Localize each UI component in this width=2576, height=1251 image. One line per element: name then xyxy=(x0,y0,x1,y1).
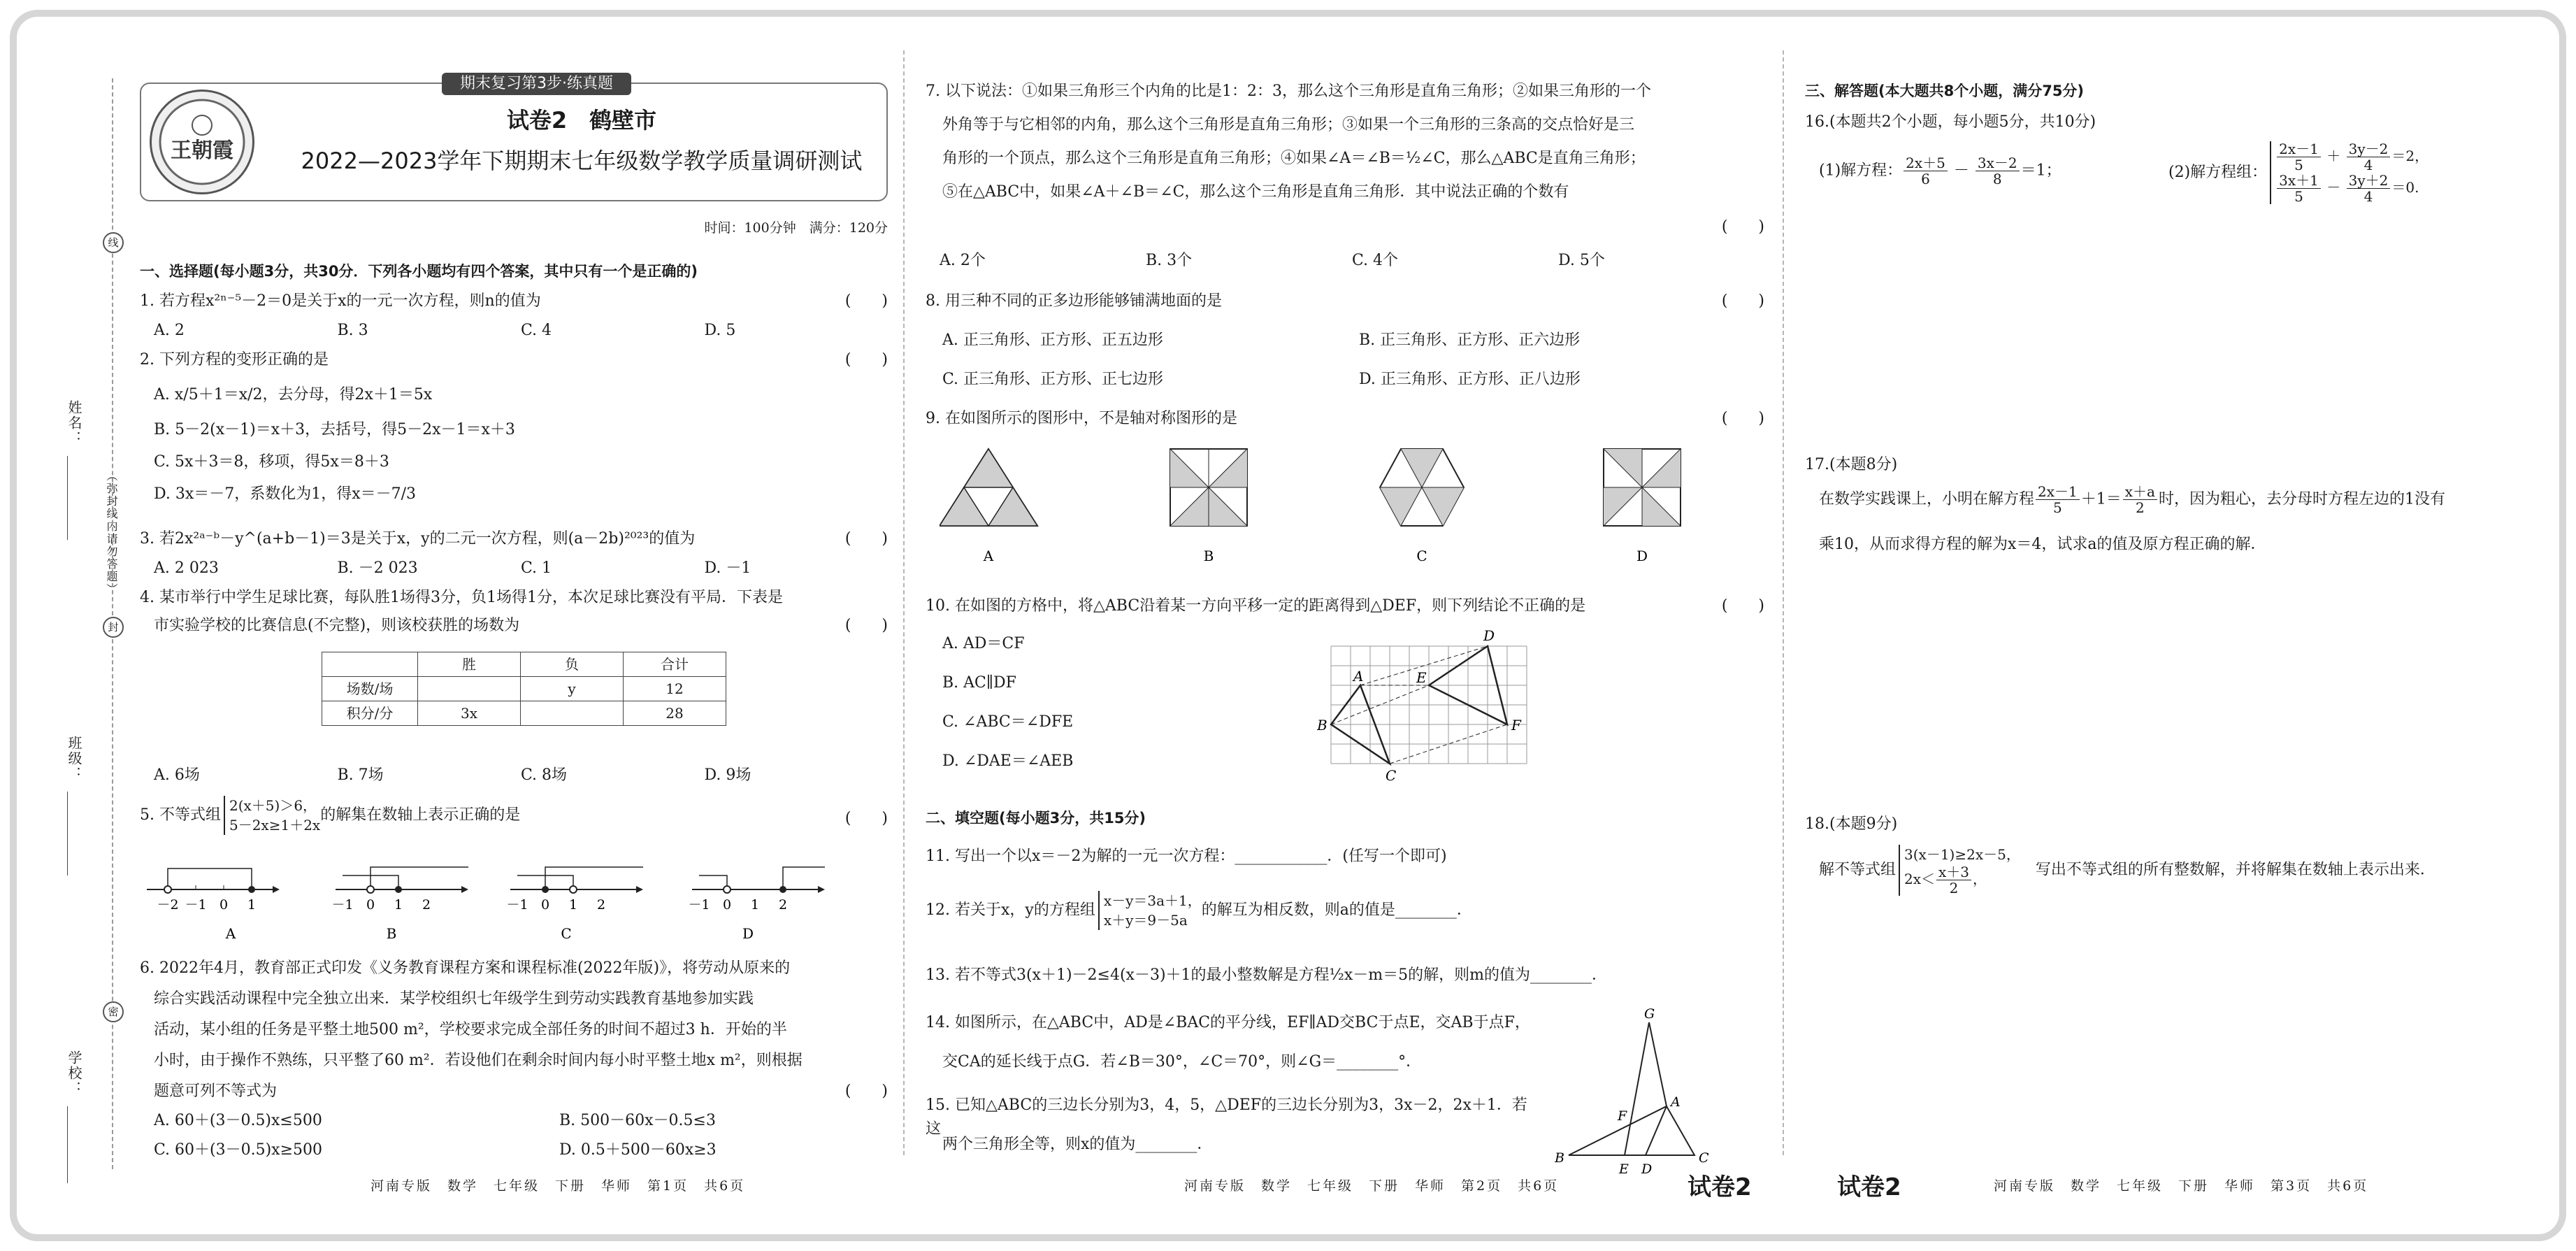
answer-paren: ( ) xyxy=(1721,218,1764,236)
seal-mark-mi: 密 xyxy=(103,1001,124,1022)
q15-line2: 两个三角形全等，则x的值为________． xyxy=(942,1136,1213,1153)
question-1 xyxy=(140,289,888,313)
exam-subtitle: 2022—2023学年下期期末七年级数学教学质量调研测试 xyxy=(301,148,863,174)
answer-paren: ( ) xyxy=(844,617,888,634)
svg-text:2: 2 xyxy=(422,897,431,913)
q18-inequality-system: 3(x－1)≥2x－5， 2x＜ $\frac{x+3}{2}$ ， xyxy=(1899,845,2020,896)
class-field-label: 班级： xyxy=(66,736,82,782)
q12-sys-line1: x－y＝3a＋1， xyxy=(1103,892,1202,909)
q14-line1: 14. 如图所示，在△ABC中，AD是∠BAC的平分线，EF∥AD交BC于点E，交AB于点F， xyxy=(926,1014,1530,1031)
svg-text:D: D xyxy=(1641,1161,1653,1177)
q10-option: D. ∠DAE＝∠AEB xyxy=(942,752,1074,770)
section3-heading: 三、解答题(本大题共8个小题，满分75分) xyxy=(1805,83,2085,99)
question-17 xyxy=(1819,484,2553,515)
logo-emblem-icon xyxy=(152,92,252,192)
answer-paren: ( ) xyxy=(844,530,888,548)
fraction: $\frac{2x+5}{6}$ xyxy=(1904,155,1948,187)
footer-paper-label: 试卷2 xyxy=(1837,1173,1901,1201)
exam-header-box xyxy=(140,75,888,201)
figure-a-triangle xyxy=(940,449,1037,564)
q10-option: C. ∠ABC＝∠DFE xyxy=(942,713,1074,731)
q5-inequality-system xyxy=(224,796,320,835)
q7-line: 外角等于与它相邻的内角，那么这个三角形是直角三角形；③如果一个三角形的三条高的交点恰好是三 xyxy=(942,116,1635,134)
svg-text:F: F xyxy=(1618,1108,1627,1124)
q5-sys-line2: 5－2x≥1＋2x xyxy=(229,817,321,834)
svg-text:2: 2 xyxy=(596,897,606,913)
q7-option: D. 5个 xyxy=(1558,252,1605,269)
svg-text:B: B xyxy=(1203,548,1214,564)
q5-number-lines xyxy=(140,855,888,945)
q5-stem-b: 的解集在数轴上表示正确的是 xyxy=(320,806,521,824)
svg-text:C: C xyxy=(1699,1150,1709,1166)
q3-option: D. －1 xyxy=(704,559,751,577)
q7-line: 7. 以下说法：①如果三角形三个内角的比是1：2：3，那么这个三角形是直角三角形；②如果三角形的一个 xyxy=(926,83,1651,100)
q2-stem: 2. 下列方程的变形正确的是 xyxy=(140,351,329,369)
answer-paren: ( ) xyxy=(844,1082,888,1100)
svg-text:1: 1 xyxy=(394,897,403,913)
svg-text:－1: －1 xyxy=(506,897,528,913)
svg-text:B: B xyxy=(1555,1150,1564,1166)
logo-text: 王朝霞 xyxy=(171,138,233,163)
q10-option: A. AD＝CF xyxy=(942,635,1025,652)
table-row xyxy=(322,652,726,677)
q17-intro: 17.(本题8分) xyxy=(1805,456,1898,473)
svg-text:E: E xyxy=(1619,1161,1629,1177)
column-divider xyxy=(1783,50,1784,1155)
question-10 xyxy=(926,594,1764,618)
exam-title: 试卷2 鹤壁市 xyxy=(506,107,657,134)
table-cell xyxy=(418,677,521,701)
svg-text:－2: －2 xyxy=(157,897,179,913)
q14-triangle-figure xyxy=(1555,1008,1736,1183)
q4-option: B. 7场 xyxy=(337,766,384,784)
q7-line: ⑤在△ABC中，如果∠A＋∠B＝∠C，那么这个三角形是直角三角形．其中说法正确的个数有 xyxy=(942,183,1569,201)
svg-text:D: D xyxy=(1483,627,1495,644)
q8-stem: 8. 用三种不同的正多边形能够铺满地面的是 xyxy=(926,292,1222,310)
q7-option: B. 3个 xyxy=(1146,252,1193,269)
q10-option: B. AC∥DF xyxy=(942,674,1016,692)
q16-2-equation-system: $\frac{2x-1}{5}$ ＋ $\frac{3y-2}{4}$ ＝2， $\frac{3x+1}{5}$ － $\frac{3y+2}{4}$ ＝0. xyxy=(2270,141,2429,204)
column-divider xyxy=(903,50,905,1155)
answer-paren: ( ) xyxy=(1721,410,1764,427)
svg-text:－1: －1 xyxy=(185,897,207,913)
answer-paren: ( ) xyxy=(1721,292,1764,310)
svg-text:－1: －1 xyxy=(688,897,710,913)
seal-mark-xian: 线 xyxy=(103,232,124,253)
q16-intro: 16.(本题共2个小题，每小题5分，共10分) xyxy=(1805,113,2096,131)
q12-stem-b: 的解互为相反数，则a的值是________． xyxy=(1201,901,1472,919)
q4-option: D. 9场 xyxy=(704,766,751,784)
question-12 xyxy=(926,891,1764,930)
fraction: $\frac{x+3}{2}$ xyxy=(1936,864,1971,896)
svg-text:A: A xyxy=(983,548,994,564)
svg-text:C: C xyxy=(561,925,572,942)
number-line-c xyxy=(506,867,643,942)
q3-option: A. 2 023 xyxy=(154,559,219,577)
q10-grid-figure xyxy=(1317,625,1548,793)
q18-text: 写出不等式组的所有整数解，并将解集在数轴上表示出来． xyxy=(2035,861,2435,879)
q17-line2: 乘10，从而求得方程的解为x＝4，试求a的值及原方程正确的解． xyxy=(1819,536,2266,553)
exam-meta: 时间：100分钟 满分：120分 xyxy=(704,220,888,236)
table-header-cell: 负 xyxy=(521,652,624,677)
q2-option: B. 5－2(x－1)＝x＋3，去括号，得5－2x－1＝x＋3 xyxy=(154,421,515,438)
q18-intro: 18.(本题9分) xyxy=(1805,815,1898,833)
footer-page-1: 河南专版 数学 七年级 下册 华师 第1页 共6页 xyxy=(370,1178,746,1194)
q12-sys-line2: x＋y＝9－5a xyxy=(1103,912,1188,929)
seal-warning: （弥封线内请勿答题） xyxy=(105,470,118,596)
number-line-a xyxy=(147,868,280,942)
q7-line: 角形的一个顶点，那么这个三角形是直角三角形；④如果∠A＝∠B＝½∠C，那么△ABC是直角三角形； xyxy=(942,150,1646,167)
q17-text: 时，因为粗心，去分母时方程左边的1没有 xyxy=(2158,490,2445,508)
question-16-1: (1)解方程： $\frac{2x+5}{6}$ － $\frac{3x-2}{8}$ ＝1； xyxy=(1819,155,2061,187)
number-line-d xyxy=(688,867,825,942)
svg-text:A: A xyxy=(225,925,236,942)
question-16-2 xyxy=(2168,141,2532,204)
q6-option: C. 60＋(3－0.5)x≥500 xyxy=(154,1141,323,1159)
school-blank-line xyxy=(67,1106,68,1183)
table-cell: 12 xyxy=(624,677,726,701)
footer-paper-label: 试卷2 xyxy=(1688,1173,1752,1201)
page-content xyxy=(36,36,2540,1215)
answer-paren: ( ) xyxy=(844,810,888,827)
q7-option: C. 4个 xyxy=(1352,252,1399,269)
svg-text:2: 2 xyxy=(778,897,788,913)
answer-paren: ( ) xyxy=(844,351,888,369)
fraction: $\frac{3y+2}{4}$ xyxy=(2347,173,2391,204)
svg-text:F: F xyxy=(1511,717,1521,734)
fraction: $\frac{3y-2}{4}$ xyxy=(2347,141,2391,173)
q4-stem-line2: 市实验学校的比赛信息(不完整)，则该校获胜的场数为 xyxy=(154,617,520,634)
brand-logo xyxy=(150,90,254,194)
table-header-cell xyxy=(322,652,418,677)
q7-option: A. 2个 xyxy=(940,252,986,269)
name-blank-line xyxy=(67,456,68,540)
q18-sys-line1: 3(x－1)≥2x－5， xyxy=(1904,846,2020,863)
figure-c-hexagon xyxy=(1380,449,1464,564)
svg-text:0: 0 xyxy=(540,897,550,913)
table-cell: 28 xyxy=(624,701,726,726)
svg-text:A: A xyxy=(1353,668,1364,685)
q9-stem: 9. 在如图所示的图形中，不是轴对称图形的是 xyxy=(926,410,1237,427)
table-row xyxy=(322,677,726,701)
figure-d-square xyxy=(1604,449,1681,564)
q17-text: 在数学实践课上，小明在解方程 xyxy=(1819,490,2035,508)
answer-paren: ( ) xyxy=(844,292,888,310)
section1-heading: 一、选择题(每小题3分，共30分．下列各小题均有四个答案，其中只有一个是正确的) xyxy=(140,263,698,280)
question-2 xyxy=(140,348,888,372)
svg-text:G: G xyxy=(1644,1008,1655,1022)
svg-text:C: C xyxy=(1386,767,1397,784)
q16-1-rhs: ＝1； xyxy=(2020,162,2061,180)
q6-line: 综合实践活动课程中完全独立出来．某学校组织七年级学生到劳动实践教育基地参加实践 xyxy=(154,990,754,1008)
q10-stem: 10. 在如图的方格中，将△ABC沿着某一方向平移一定的距离得到△DEF，则下列结论不正确的是 xyxy=(926,597,1586,615)
q3-options xyxy=(154,557,888,580)
q4-score-table xyxy=(322,652,726,726)
table-cell: 3x xyxy=(418,701,521,726)
q1-options xyxy=(154,319,888,343)
q18-sys-line2: 2x＜ xyxy=(1904,871,1936,887)
q1-option: D. 5 xyxy=(704,322,736,339)
svg-text:－1: －1 xyxy=(331,897,354,913)
q9-figures xyxy=(940,442,1750,582)
table-header-cell: 胜 xyxy=(418,652,521,677)
svg-text:E: E xyxy=(1416,669,1427,686)
fraction: $\frac{x+a}{2}$ xyxy=(2123,484,2157,515)
svg-text:1: 1 xyxy=(750,897,760,913)
svg-text:D: D xyxy=(1636,548,1648,564)
q6-line: 活动，某小组的任务是平整土地500 m²，学校要求完成全部任务的时间不超过3 h．开始的半 xyxy=(154,1021,787,1038)
svg-text:0: 0 xyxy=(722,897,732,913)
table-cell xyxy=(521,701,624,726)
q1-option: C. 4 xyxy=(521,322,552,339)
table-cell: y xyxy=(521,677,624,701)
question-18 xyxy=(1819,845,2553,896)
table-row xyxy=(322,701,726,726)
class-blank-line xyxy=(67,792,68,875)
q8-option: B. 正三角形、正方形、正六边形 xyxy=(1359,331,1581,349)
q18-text: 解不等式组 xyxy=(1819,861,1897,879)
school-field-label: 学校： xyxy=(66,1050,82,1096)
q14-line2: 交CA的延长线于点G．若∠B＝30°，∠C＝70°，则∠G＝________°． xyxy=(942,1053,1422,1071)
q1-option: A. 2 xyxy=(154,322,185,339)
q5-sys-line1: 2(x＋5)＞6， xyxy=(229,797,317,814)
question-6 xyxy=(154,1080,902,1103)
q3-option: B. －2 023 xyxy=(337,559,418,577)
q2-option: D. 3x＝－7，系数化为1，得x＝－7/3 xyxy=(154,485,417,503)
q4-option: C. 8场 xyxy=(521,766,568,784)
q6-line: 题意可列不等式为 xyxy=(154,1082,278,1100)
svg-text:C: C xyxy=(1416,548,1427,564)
svg-text:0: 0 xyxy=(219,897,229,913)
name-field-label: 姓名： xyxy=(66,400,82,446)
answer-paren: ( ) xyxy=(1721,597,1764,615)
q12-equation-system xyxy=(1098,891,1202,930)
svg-text:D: D xyxy=(742,925,754,942)
q8-option: D. 正三角形、正方形、正八边形 xyxy=(1359,371,1581,388)
q6-option: B. 500－60x－0.5≤3 xyxy=(559,1112,716,1129)
q7-options xyxy=(940,249,1764,273)
seal-mark-feng: 封 xyxy=(103,617,124,638)
question-3 xyxy=(140,527,888,551)
q6-line: 6. 2022年4月，教育部正式印发《义务教育课程方案和课程标准(2022年版)》，将劳动从原来的 xyxy=(140,959,791,977)
q8-option: C. 正三角形、正方形、正七边形 xyxy=(942,371,1164,388)
svg-text:0: 0 xyxy=(366,897,375,913)
q4-options xyxy=(154,764,888,787)
question-8 xyxy=(926,289,1764,313)
fraction: $\frac{3x-2}{8}$ xyxy=(1976,155,2020,187)
section2-heading: 二、填空题(每小题3分，共15分) xyxy=(926,810,1146,827)
q1-stem: 1. 若方程x²ⁿ⁻⁵－2＝0是关于x的一元一次方程，则n的值为 xyxy=(140,292,541,310)
q8-option: A. 正三角形、正方形、正五边形 xyxy=(942,331,1163,349)
q3-option: C. 1 xyxy=(521,559,552,577)
q1-option: B. 3 xyxy=(337,322,368,339)
table-header-cell: 合计 xyxy=(624,652,726,677)
q4-stem-line1: 4. 某市举行中学生足球比赛，每队胜1场得3分，负1场得1分，本次足球比赛没有平局．下表是 xyxy=(140,589,783,606)
header-banner: 期末复习第3步·练真题 xyxy=(442,73,631,95)
table-cell: 积分/分 xyxy=(322,701,418,726)
question-5 xyxy=(140,796,888,835)
q3-stem: 3. 若2x²ᵃ⁻ᵇ－y^(a+b－1)＝3是关于x，y的二元一次方程，则(a－2b)²⁰²³的值为 xyxy=(140,530,696,548)
q5-stem-a: 5. 不等式组 xyxy=(140,806,221,824)
q12-stem-a: 12. 若关于x，y的方程组 xyxy=(926,901,1095,919)
svg-text:B: B xyxy=(1317,717,1327,734)
svg-text:1: 1 xyxy=(247,897,257,913)
fraction: $\frac{2x-1}{5}$ xyxy=(2036,484,2080,515)
number-line-b xyxy=(331,867,468,942)
svg-text:1: 1 xyxy=(568,897,578,913)
q16-1-label: (1)解方程： xyxy=(1819,162,1903,180)
svg-text:A: A xyxy=(1671,1094,1681,1110)
table-cell: 场数/场 xyxy=(322,677,418,701)
question-13: 13. 若不等式3(x＋1)－2≤4(x－3)＋1的最小整数解是方程½x－m＝5的解，则m的值为________． xyxy=(926,966,1607,984)
q6-line: 小时，由于操作不熟练，只平整了60 m²．若设他们在剩余时间内每小时平整土地x m²，则根据 xyxy=(154,1052,803,1069)
q4-option: A. 6场 xyxy=(154,766,200,784)
fraction: $\frac{3x+1}{5}$ xyxy=(2277,173,2321,204)
q16-2-label: (2)解方程组： xyxy=(2168,164,2268,181)
footer-page-3: 河南专版 数学 七年级 下册 华师 第3页 共6页 xyxy=(1994,1178,2369,1194)
question-11: 11. 写出一个以x＝－2为解的一元一次方程：____________．(任写一个即可) xyxy=(926,848,1447,865)
q6-option: A. 60＋(3－0.5)x≤500 xyxy=(154,1112,322,1129)
q2-option: C. 5x＋3＝8，移项，得5x＝8＋3 xyxy=(154,453,389,471)
figure-b-square xyxy=(1170,449,1247,564)
fraction: $\frac{2x-1}{5}$ xyxy=(2277,141,2321,173)
q17-text: ＋1＝ xyxy=(2080,490,2122,508)
svg-text:B: B xyxy=(386,925,397,942)
footer-page-2: 河南专版 数学 七年级 下册 华师 第2页 共6页 xyxy=(1184,1178,1560,1194)
q15-line1: 15. 已知△ABC的三边长分别为3，4，5，△DEF的三边长分别为3，3x－2，2x＋1．若这 xyxy=(926,1096,1527,1138)
q6-option: D. 0.5＋500－60x≥3 xyxy=(559,1141,717,1159)
question-9 xyxy=(926,407,1764,431)
question-4 xyxy=(154,614,902,638)
q2-option: A. x/5＋1＝x/2，去分母，得2x＋1＝5x xyxy=(154,386,433,403)
